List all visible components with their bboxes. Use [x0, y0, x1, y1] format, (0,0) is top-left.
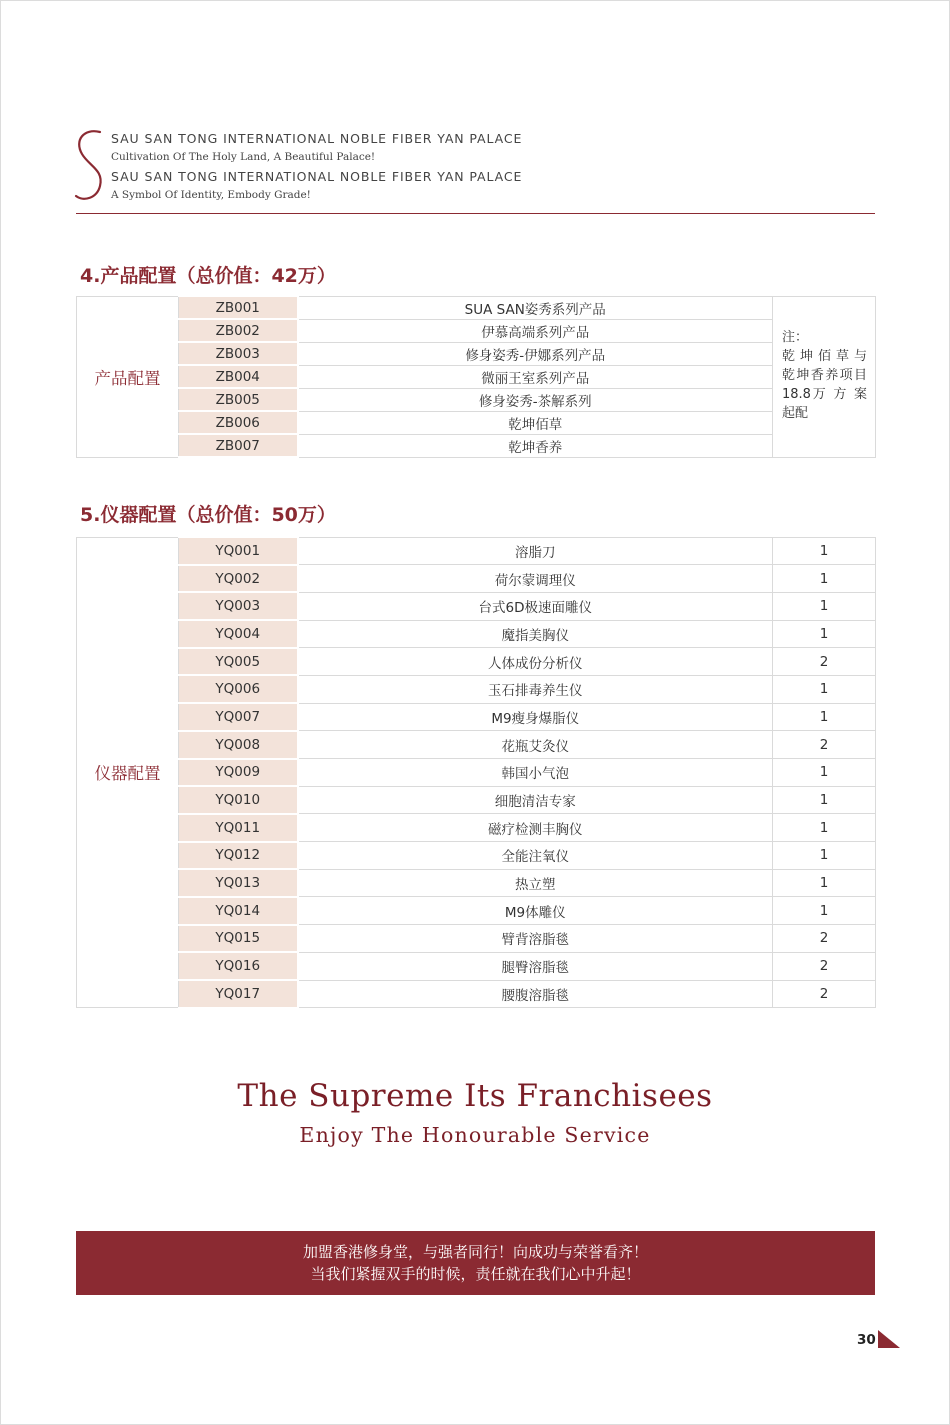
- instrument-name: M9瘦身爆脂仪: [298, 703, 773, 731]
- table-row: [77, 411, 876, 434]
- product-name: 修身姿秀-茶解系列: [298, 388, 773, 411]
- table-row: [77, 365, 876, 388]
- brand-line-1: SAU SAN TONG INTERNATIONAL NOBLE FIBER YAN PALACE: [111, 131, 523, 146]
- instrument-name: 魔指美胸仪: [298, 620, 773, 648]
- instrument-qty: 1: [773, 786, 876, 814]
- product-name: 修身姿秀-伊娜系列产品: [298, 342, 773, 365]
- instrument-name: 韩国小气泡: [298, 759, 773, 787]
- product-name: 伊慕高端系列产品: [298, 319, 773, 342]
- product-code: ZB003: [179, 342, 298, 365]
- instrument-qty: 1: [773, 897, 876, 925]
- instrument-name: 腿臀溶脂毯: [298, 952, 773, 980]
- product-code: ZB002: [179, 319, 298, 342]
- table-row: [77, 786, 876, 814]
- instrument-code: YQ008: [179, 731, 298, 759]
- brand-line-2: Cultivation Of The Holy Land, A Beautiful Palace!: [111, 151, 376, 163]
- table-row: [77, 897, 876, 925]
- table-row: [77, 842, 876, 870]
- instrument-name: 磁疗检测丰胸仪: [298, 814, 773, 842]
- product-name: 乾坤香养: [298, 434, 773, 457]
- table-row: [77, 869, 876, 897]
- instrument-qty: 1: [773, 814, 876, 842]
- instrument-qty: 1: [773, 675, 876, 703]
- instrument-code: YQ014: [179, 897, 298, 925]
- slogan-title: The Supreme Its Franchisees: [237, 1078, 713, 1114]
- products-table-body: [77, 296, 876, 457]
- brand-header: [111, 129, 522, 205]
- table-row: [77, 980, 876, 1008]
- products-group-label: 产品配置: [77, 296, 179, 457]
- instrument-code: YQ013: [179, 869, 298, 897]
- table-row: [77, 342, 876, 365]
- table-row: [77, 319, 876, 342]
- table-row: [77, 388, 876, 411]
- instrument-name: 细胞清洁专家: [298, 786, 773, 814]
- instrument-qty: 1: [773, 565, 876, 593]
- franchise-banner: [76, 1231, 875, 1295]
- table-row: [77, 731, 876, 759]
- instrument-name: 人体成份分析仪: [298, 648, 773, 676]
- instrument-code: YQ015: [179, 925, 298, 953]
- instrument-name: 臂背溶脂毯: [298, 925, 773, 953]
- instrument-qty: 2: [773, 980, 876, 1008]
- instrument-qty: 1: [773, 703, 876, 731]
- header-divider: [76, 213, 875, 214]
- products-section-title: 4.产品配置（总价值：42万）: [80, 265, 336, 287]
- brand-s-logo-icon: [70, 126, 110, 206]
- table-row: [77, 952, 876, 980]
- instrument-qty: 1: [773, 537, 876, 565]
- product-name: SUA SAN姿秀系列产品: [298, 296, 773, 319]
- instrument-qty: 1: [773, 869, 876, 897]
- instrument-qty: 2: [773, 731, 876, 759]
- instrument-name: 玉石排毒养生仪: [298, 675, 773, 703]
- note-line: 乾坤佰草与: [782, 348, 867, 364]
- instrument-qty: 1: [773, 592, 876, 620]
- instrument-code: YQ011: [179, 814, 298, 842]
- page-corner-triangle-icon: [878, 1330, 900, 1348]
- table-row: [77, 759, 876, 787]
- instrument-code: YQ003: [179, 592, 298, 620]
- instrument-code: YQ001: [179, 537, 298, 565]
- table-row: [77, 537, 876, 565]
- table-row: [77, 620, 876, 648]
- brand-line-4: A Symbol Of Identity, Embody Grade!: [111, 189, 311, 201]
- table-row: [77, 592, 876, 620]
- instrument-name: 溶脂刀: [298, 537, 773, 565]
- banner-line-1: 加盟香港修身堂，与强者同行！向成功与荣誉看齐！: [302, 1243, 648, 1261]
- instrument-code: YQ006: [179, 675, 298, 703]
- brand-line-3: SAU SAN TONG INTERNATIONAL NOBLE FIBER YAN PALACE: [111, 169, 523, 184]
- table-row: [77, 814, 876, 842]
- instrument-name: 全能注氧仪: [298, 842, 773, 870]
- instrument-name: 热立塑: [298, 869, 773, 897]
- product-name: 微丽王室系列产品: [298, 365, 773, 388]
- note-line: 乾坤香养项目: [782, 367, 867, 383]
- product-code: ZB004: [179, 365, 298, 388]
- instrument-qty: 1: [773, 759, 876, 787]
- instrument-qty: 2: [773, 925, 876, 953]
- table-row: [77, 675, 876, 703]
- table-row: [77, 434, 876, 457]
- product-code: ZB005: [179, 388, 298, 411]
- instrument-name: 腰腹溶脂毯: [298, 980, 773, 1008]
- banner-line-2: 当我们紧握双手的时候，责任就在我们心中升起！: [310, 1265, 641, 1283]
- instrument-code: YQ004: [179, 620, 298, 648]
- instrument-qty: 2: [773, 952, 876, 980]
- instrument-name: 台式6D极速面雕仪: [298, 592, 773, 620]
- instrument-qty: 1: [773, 842, 876, 870]
- instrument-code: YQ002: [179, 565, 298, 593]
- instrument-name: 花瓶艾灸仪: [298, 731, 773, 759]
- note-line: 起配: [782, 405, 809, 421]
- product-code: ZB007: [179, 434, 298, 457]
- table-row: [77, 925, 876, 953]
- instrument-name: 荷尔蒙调理仪: [298, 565, 773, 593]
- products-table: [76, 295, 876, 458]
- product-code: ZB006: [179, 411, 298, 434]
- instrument-code: YQ016: [179, 952, 298, 980]
- table-row: [77, 648, 876, 676]
- instruments-table-body: [77, 537, 876, 1008]
- instrument-code: YQ017: [179, 980, 298, 1008]
- instrument-code: YQ007: [179, 703, 298, 731]
- instrument-qty: 1: [773, 620, 876, 648]
- note-line: 18.8万 方 案: [782, 386, 867, 402]
- table-row: [77, 703, 876, 731]
- instrument-qty: 2: [773, 648, 876, 676]
- instrument-code: YQ012: [179, 842, 298, 870]
- slogan-subtitle: Enjoy The Honourable Service: [299, 1123, 651, 1147]
- instrument-code: YQ009: [179, 759, 298, 787]
- instrument-name: M9体雕仪: [298, 897, 773, 925]
- instrument-code: YQ005: [179, 648, 298, 676]
- products-note: [773, 296, 876, 457]
- instruments-section-title: 5.仪器配置（总价值：50万）: [80, 504, 336, 526]
- table-row: [77, 296, 876, 319]
- note-line: 注：: [782, 329, 809, 345]
- page-number: 30: [857, 1332, 876, 1348]
- product-code: ZB001: [179, 296, 298, 319]
- instruments-table: [76, 536, 876, 1009]
- table-row: [77, 565, 876, 593]
- instruments-group-label: 仪器配置: [77, 537, 179, 1008]
- product-name: 乾坤佰草: [298, 411, 773, 434]
- instrument-code: YQ010: [179, 786, 298, 814]
